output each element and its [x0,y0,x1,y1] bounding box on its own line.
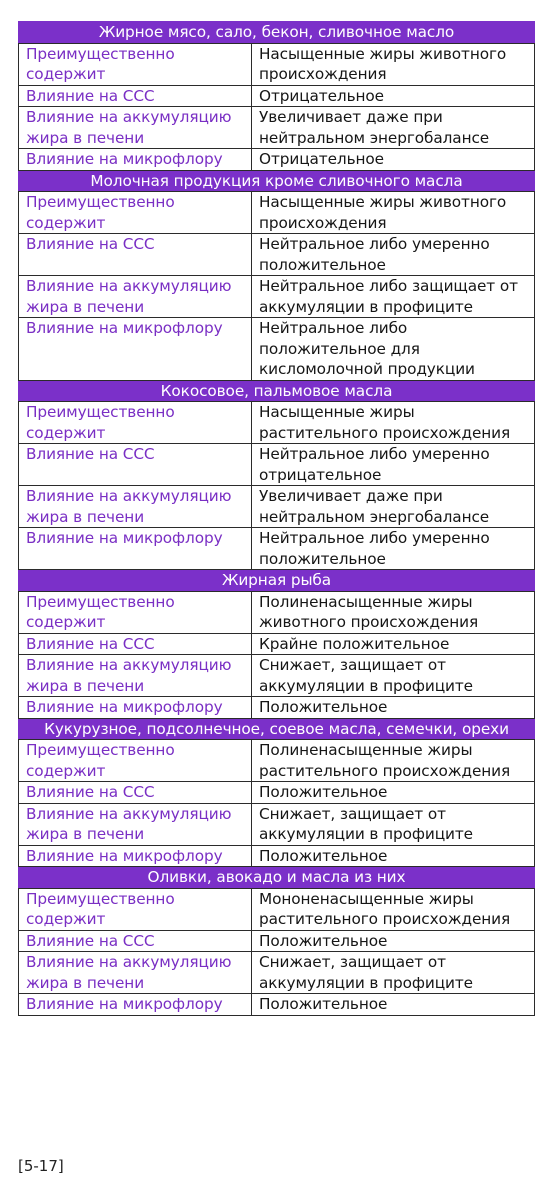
group-header-row [19,22,535,44]
group-header-row [19,570,535,592]
table-row [19,528,535,570]
row-value-contains: Насыщенные жиры животного происхождения [252,192,535,234]
table-row [19,318,535,381]
row-label-contains: Преимущественно содержит [19,43,252,85]
row-value-microflora: Отрицательное [252,149,535,171]
row-value-contains: Насыщенные жиры животного происхождения [252,43,535,85]
table-row [19,234,535,276]
group-block-4 [19,570,535,719]
group-header-row [19,718,535,740]
row-value-microflora: Нейтральное либо умеренно положительное [252,528,535,570]
row-value-microflora: Положительное [252,845,535,867]
row-value-cvd: Положительное [252,930,535,952]
group-header-row [19,867,535,889]
group-block-2 [19,170,535,380]
row-label-contains: Преимущественно содержит [19,591,252,633]
row-label-liver: Влияние на аккумуляцию жира в печени [19,655,252,697]
table-row [19,845,535,867]
table-row [19,107,535,149]
row-value-contains: Насыщенные жиры растительного происхождения [252,402,535,444]
row-label-contains: Преимущественно содержит [19,402,252,444]
row-label-cvd: Влияние на ССС [19,444,252,486]
group-block-3 [19,380,535,570]
row-label-microflora: Влияние на микрофлору [19,318,252,381]
row-label-microflora: Влияние на микрофлору [19,994,252,1016]
row-label-contains: Преимущественно содержит [19,192,252,234]
table-row [19,888,535,930]
table-row [19,952,535,994]
row-label-microflora: Влияние на микрофлору [19,697,252,719]
row-value-liver: Нейтральное либо защищает от аккумуляции в профиците [252,276,535,318]
row-value-contains: Полиненасыщенные жиры животного происхождения [252,591,535,633]
table-row [19,444,535,486]
group-header-row [19,170,535,192]
group-title: Кокосовое, пальмовое масла [19,380,535,402]
row-value-cvd: Нейтральное либо умеренно отрицательное [252,444,535,486]
group-title: Молочная продукция кроме сливочного масла [19,170,535,192]
row-label-cvd: Влияние на ССС [19,930,252,952]
table-row [19,85,535,107]
group-title: Оливки, авокадо и масла из них [19,867,535,889]
row-label-cvd: Влияние на ССС [19,85,252,107]
group-block-5 [19,718,535,867]
table-row [19,149,535,171]
row-value-cvd: Нейтральное либо умеренно положительное [252,234,535,276]
table-row [19,192,535,234]
group-block-6 [19,867,535,1016]
row-label-contains: Преимущественно содержит [19,740,252,782]
row-label-liver: Влияние на аккумуляцию жира в печени [19,486,252,528]
group-block-1 [19,22,535,171]
table-row [19,697,535,719]
row-label-cvd: Влияние на ССС [19,782,252,804]
fat-comparison-table [18,21,535,1016]
row-label-microflora: Влияние на микрофлору [19,845,252,867]
row-label-cvd: Влияние на ССС [19,234,252,276]
row-label-liver: Влияние на аккумуляцию жира в печени [19,803,252,845]
row-value-cvd: Крайне положительное [252,633,535,655]
row-label-microflora: Влияние на микрофлору [19,528,252,570]
row-value-liver: Увеличивает даже при нейтральном энергобалансе [252,486,535,528]
row-label-liver: Влияние на аккумуляцию жира в печени [19,952,252,994]
row-value-microflora: Положительное [252,697,535,719]
group-header-row [19,380,535,402]
table-row [19,591,535,633]
table-row [19,402,535,444]
row-value-cvd: Положительное [252,782,535,804]
row-label-liver: Влияние на аккумуляцию жира в печени [19,276,252,318]
table-row [19,633,535,655]
group-title: Жирное мясо, сало, бекон, сливочное масло [19,22,535,44]
table-row [19,655,535,697]
row-value-liver: Снижает, защищает от аккумуляции в профиците [252,952,535,994]
row-value-microflora: Нейтральное либо положительное для кисломолочной продукции [252,318,535,381]
table-row [19,276,535,318]
group-title: Жирная рыба [19,570,535,592]
source-reference: [5-17] [18,1157,64,1175]
group-title: Кукурузное, подсолнечное, соевое масла, семечки, орехи [19,718,535,740]
row-label-contains: Преимущественно содержит [19,888,252,930]
row-label-liver: Влияние на аккумуляцию жира в печени [19,107,252,149]
row-value-liver: Снижает, защищает от аккумуляции в профиците [252,803,535,845]
table-row [19,930,535,952]
table-row [19,486,535,528]
table-row [19,782,535,804]
table-row [19,803,535,845]
row-value-microflora: Положительное [252,994,535,1016]
row-value-liver: Снижает, защищает от аккумуляции в профиците [252,655,535,697]
table-row [19,994,535,1016]
table-row [19,43,535,85]
row-label-microflora: Влияние на микрофлору [19,149,252,171]
table-row [19,740,535,782]
row-value-cvd: Отрицательное [252,85,535,107]
row-value-contains: Мононенасыщенные жиры растительного происхождения [252,888,535,930]
row-label-cvd: Влияние на ССС [19,633,252,655]
row-value-liver: Увеличивает даже при нейтральном энергобалансе [252,107,535,149]
row-value-contains: Полиненасыщенные жиры растительного происхождения [252,740,535,782]
